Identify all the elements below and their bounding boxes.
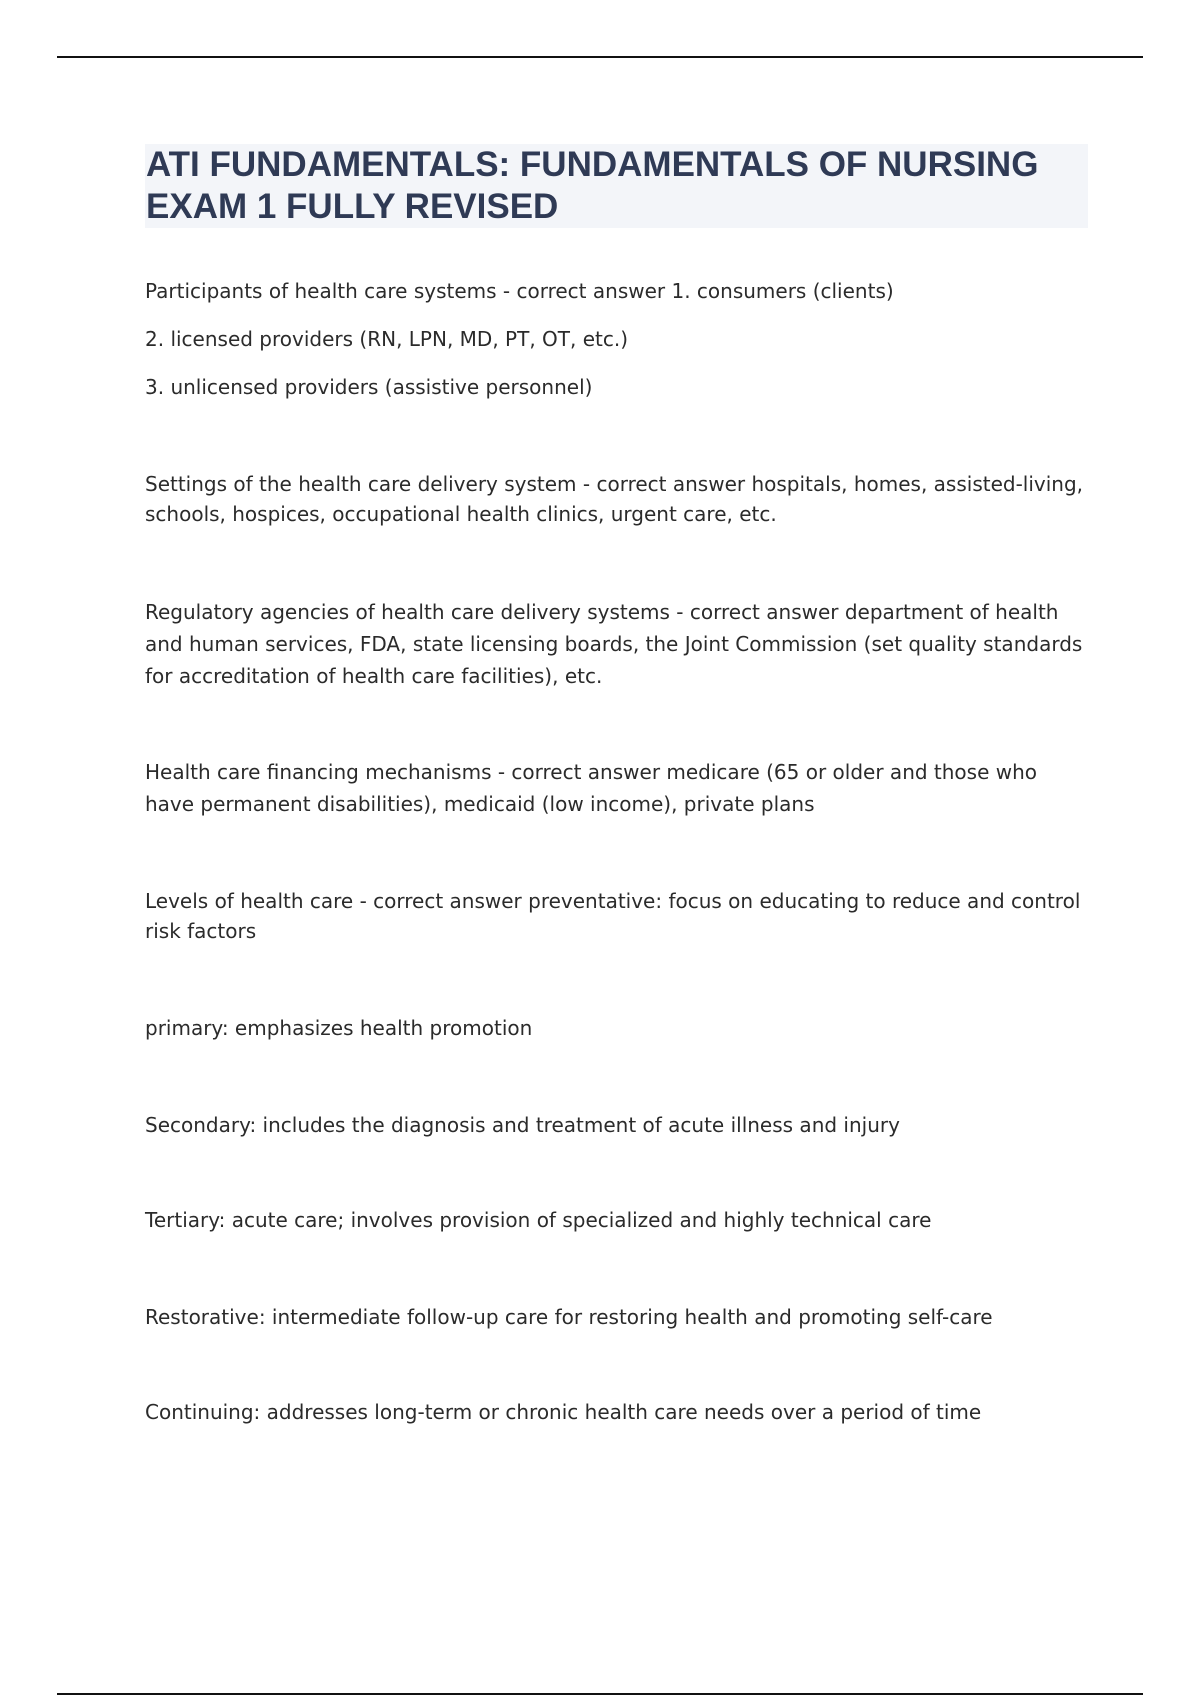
paragraph-regulatory-agencies: Regulatory agencies of health care delivery systems - correct answer department of health and human services, FDA, state licensing boards, the Joint Commission (set quality standards for accreditation of health care facilities), etc.: [145, 600, 1083, 688]
paragraph-secondary: Secondary: includes the diagnosis and treatment of acute illness and injury: [145, 1113, 900, 1137]
title-block: [145, 144, 1088, 228]
paragraph-financing: Health care financing mechanisms - correct answer medicare (65 or older and those who have permanent disabilities), medicaid (low income), private plans: [145, 760, 1038, 816]
paragraph-levels-of-care: Levels of health care - correct answer preventative: focus on educating to reduce and control risk factors: [145, 889, 1081, 943]
paragraph-participants: Participants of health care systems - correct answer 1. consumers (clients): [145, 279, 894, 303]
top-divider: [57, 56, 1143, 58]
paragraph-restorative: Restorative: intermediate follow-up care for restoring health and promoting self-care: [145, 1305, 993, 1329]
paragraph-licensed-providers: 2. licensed providers (RN, LPN, MD, PT, OT, etc.): [145, 327, 629, 351]
paragraph-settings: Settings of the health care delivery system - correct answer hospitals, homes, assisted-living, schools, hospices, occupational health clinics, urgent care, etc.: [145, 472, 1084, 526]
bottom-divider: [57, 1693, 1143, 1695]
paragraph-primary: primary: emphasizes health promotion: [145, 1016, 533, 1040]
paragraph-continuing: Continuing: addresses long-term or chronic health care needs over a period of time: [145, 1400, 982, 1424]
document-title: ATI FUNDAMENTALS: FUNDAMENTALS OF NURSING EXAM 1 FULLY REVISED: [146, 145, 1039, 226]
paragraph-unlicensed-providers: 3. unlicensed providers (assistive personnel): [145, 375, 593, 399]
paragraph-tertiary: Tertiary: acute care; involves provision of specialized and highly technical care: [145, 1208, 932, 1232]
